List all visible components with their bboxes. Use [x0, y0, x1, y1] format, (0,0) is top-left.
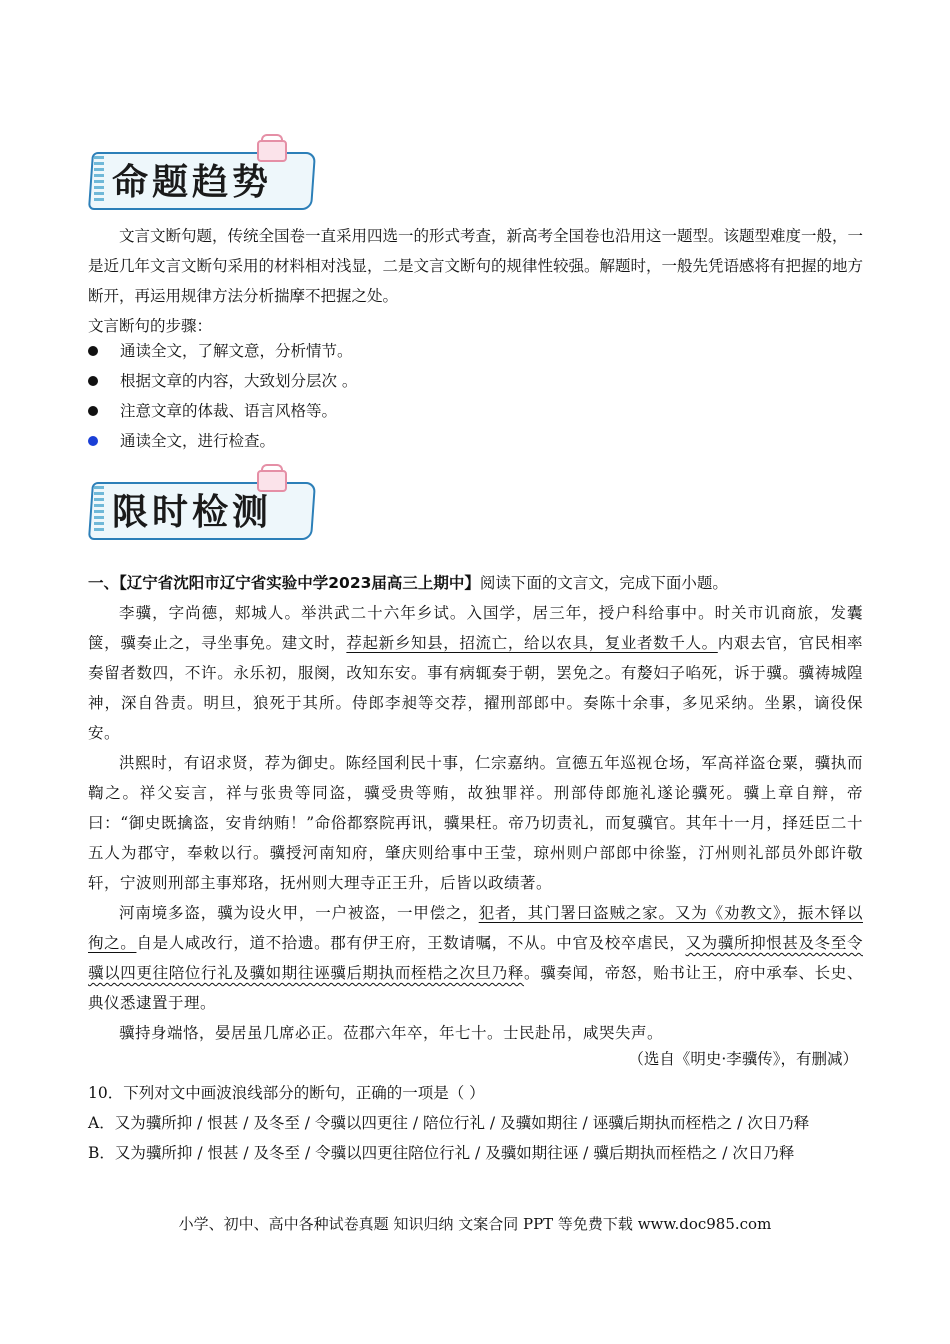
section-banner-trend — [90, 148, 315, 210]
bullet-icon — [88, 406, 98, 416]
passage-source: （选自《明史·李骥传》，有删减） — [628, 1050, 858, 1068]
option-a: A．又为骥所抑 / 恨甚 / 及冬至 / 令骥以四更往 / 陪位行礼 / 及骥如期往 / 诬骥后期执而桎梏之 / 次日乃释 — [88, 1114, 810, 1132]
banner-title: 命题趋势 — [112, 162, 273, 203]
question-stem: 10．下列对文中画波浪线部分的断句，正确的一项是（ ） — [88, 1084, 485, 1102]
bullet-icon — [88, 346, 98, 356]
section-banner-test — [90, 478, 315, 540]
list-item: 通读全文，了解文意，分析情节。 — [88, 336, 788, 366]
question-10 — [88, 1078, 863, 1168]
banner-stripe — [94, 486, 104, 534]
question-number: 一、 — [88, 574, 120, 592]
passage-paragraph-3: 河南境多盗，骥为设火甲，一户被盗，一甲偿之，犯者，其门署曰盗贼之家。又为《劝教文》，振木铎以徇之。自是人咸改行，道不拾遗。郡有伊王府，王数请嘱，不从。中官及校卒虐民，又为骥所抑恨甚及冬至令骥以四更往陪位行礼及骥如期往诬骥后期执而桎梏之次旦乃释。骥奏闻，帝怒，贻书让王，府中承奉、长史、典仪悉逮置于理。 — [88, 904, 863, 1012]
underlined-sentence: 荐起新乡知县，招流亡，给以农具，复业者数千人。 — [346, 634, 718, 652]
steps-title: 文言断句的步骤： — [88, 317, 213, 335]
list-item: 通读全文，进行检查。 — [88, 426, 788, 456]
passage — [88, 598, 863, 1048]
intro-paragraph: 文言文断句题，传统全国卷一直采用四选一的形式考查，新高考全国卷也沿用这一题型。该题型难度一般，一是近几年文言文断句采用的材料相对浅显，二是文言文断句的规律性较强。解题时，一般先凭语感将有把握的地方断开，再运用规律方法分析揣摩不把握之处。 — [88, 227, 864, 305]
list-item: 注意文章的体裁、语言风格等。 — [88, 396, 788, 426]
underlined-sentence: 犯者，其门署曰盗贼之家。又为《劝教文》，振木铎以徇之。 — [88, 904, 863, 952]
passage-paragraph-1: 李骥，字尚德，郏城人。举洪武二十六年乡试。入国学，居三年，授户科给事中。时关市讥商旅，发囊箧，骥奏止之，寻坐事免。建文时，荐起新乡知县，招流亡，给以农具，复业者数千人。内艰去官，官民相率奏留者数四，不许。永乐初，服阕，改知东安。事有病辄奏于朝，罢免之。有嫠妇子啗死，诉于骥。骥祷城隍神，深自咎责。明旦，狼死于其所。侍郎李昶等交荐，擢刑部郎中。奏陈十余事，多见采纳。坐累，谪役保安。 — [88, 604, 863, 742]
bullet-icon — [88, 436, 98, 446]
wavy-underlined-sentence: 又为骥所抑恨甚及冬至令骥以四更往陪位行礼及骥如期往诬骥后期执而桎梏之次旦乃释 — [88, 934, 863, 982]
passage-paragraph-4: 骥持身端恪，晏居虽几席必正。莅郡六年卒，年七十。士民赴吊，咸哭失声。 — [119, 1024, 664, 1042]
steps-list — [88, 336, 788, 456]
option-b: B．又为骥所抑 / 恨甚 / 及冬至 / 令骥以四更往陪位行礼 / 及骥如期往诬 / 骥后期执而桎梏之 / 次日乃释 — [88, 1144, 795, 1162]
banner-title: 限时检测 — [112, 492, 273, 533]
list-item: 根据文章的内容，大致划分层次 。 — [88, 366, 788, 396]
banner-stripe — [94, 156, 104, 204]
footer: 小学、初中、高中各种试卷真题 知识归纳 文案合同 PPT 等免费下载 www.doc985.com — [178, 1215, 772, 1233]
question-header — [88, 571, 728, 595]
bullet-icon — [88, 376, 98, 386]
question-instruction: 阅读下面的文言文，完成下面小题。 — [479, 574, 728, 592]
question-source: 【辽宁省沈阳市辽宁省实验中学2023届高三上期中】 — [119, 574, 480, 592]
passage-paragraph-2: 洪熙时，有诏求贤，荐为御史。陈经国利民十事，仁宗嘉纳。宣德五年巡视仓场，军高祥盗仓粟，骥执而鞫之。祥父妄言，祥与张贵等同盗，骥受贵等贿，故独罪祥。刑部侍郎施礼遂论骥死。骥上章自辩，帝曰：“御史既擒盗，安肯纳贿！”命俗都察院再讯，骥果枉。帝乃切责礼，而复骥官。其年十一月，择廷臣二十五人为郡守，奉敕以行。骥授河南知府，肇庆则给事中王莹，琼州则户部郎中徐鉴，汀州则礼部员外郎许敬轩，宁波则刑部主事郑珞，抚州则大理寺正王升，后皆以政绩著。 — [88, 754, 863, 892]
